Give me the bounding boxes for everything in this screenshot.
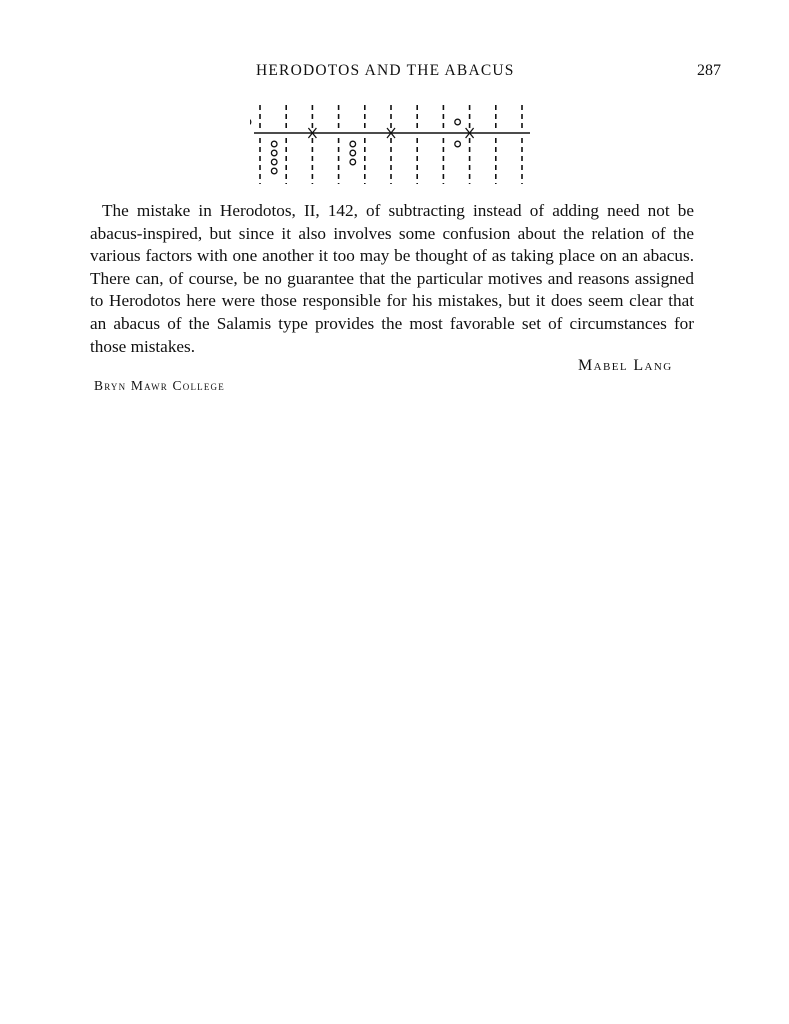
page-header (0, 62, 789, 86)
body-paragraph: The mistake in Herodotos, II, 142, of subtracting instead of adding need not be abacus-inspired, but since it also involves some confusion about the relation of the various factors with one another it too may be thought of as taking place on an abacus. There can, of course, be no guarantee that the particular motives and reasons assigned to Herodotos here were those responsible for his mistakes, but it does seem clear that an abacus of the Salamis type provides the most favorable set of circumstances for those mistakes. (90, 201, 694, 356)
abacus-counter (271, 159, 277, 165)
abacus-counter (350, 150, 356, 156)
abacus-counter (455, 119, 461, 125)
abacus-diagram-icon (250, 102, 535, 188)
page-number: 287 (697, 62, 721, 79)
running-title: HERODOTOS AND THE ABACUS (256, 62, 515, 79)
abacus-counter (271, 168, 277, 174)
abacus-counter (250, 119, 251, 125)
abacus-counter (455, 141, 461, 147)
author-affiliation: Bryn Mawr College (94, 378, 225, 393)
abacus-counter (271, 150, 277, 156)
abacus-counter (271, 141, 277, 147)
abacus-figure (250, 102, 535, 188)
abacus-counter (350, 159, 356, 165)
author-name: Mabel Lang (578, 357, 673, 374)
abacus-counter (350, 141, 356, 147)
